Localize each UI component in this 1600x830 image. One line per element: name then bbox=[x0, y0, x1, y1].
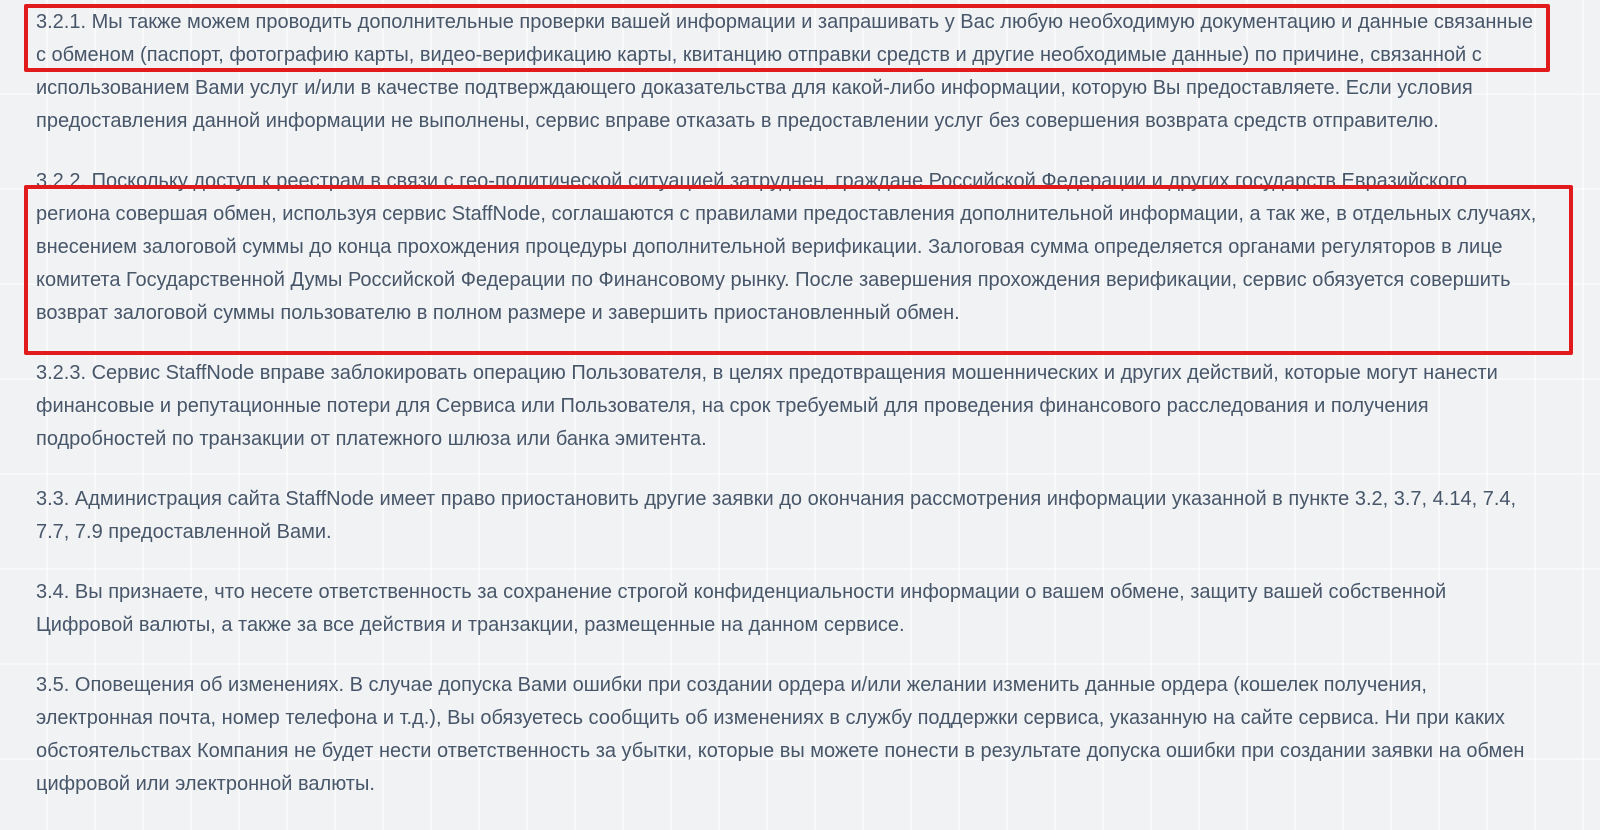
terms-paragraph-3-5: 3.5. Оповещения об изменениях. В случае допуска Вами ошибки при создании ордера и/или желании изменить данные ордера (кошелек получения, электронная почта, номер телефона и т.д.), Вы обязуетесь сообщить об изменениях в службу поддержки сервиса, указанную на сайте сервиса. Ни при каких обстоятельствах Компания не будет нести ответственность за убытки, которые вы можете понести в результате допуска ошибки при создании заявки на обмен цифровой или электронной валюты. bbox=[36, 674, 1525, 795]
terms-paragraph-3-2-3: 3.2.3. Сервис StaffNode вправе заблокировать операцию Пользователя, в целях предотвращения мошеннических и других действий, которые могут нанести финансовые и репутационные потери для Сервиса или Пользователя, на срок требуемый для проведения финансового расследования и получения подробностей по транзакции от платежного шлюза или банка эмитента. bbox=[36, 362, 1498, 450]
terms-text-block bbox=[36, 6, 1542, 828]
terms-paragraph-3-2-1: 3.2.1. Мы также можем проводить дополнительные проверки вашей информации и запрашивать у Вас любую необходимую документацию и данные связанные с обменом (паспорт, фотографию карты, видео-верификацию карты, квитанцию отправки средств и другие необходимые данные) по причине, связанной с использованием Вами услуг и/или в качестве подтверждающего доказательства для какой-либо информации, которую Вы предоставляете. Если условия предоставления данной информации не выполнены, сервис вправе отказать в предоставлении услуг без совершения возврата средств отправителю. bbox=[36, 11, 1533, 132]
terms-paragraph-3-4: 3.4. Вы признаете, что несете ответственность за сохранение строгой конфиденциальности информации о вашем обмене, защиту вашей собственной Цифровой валюты, а также за все действия и транзакции, размещенные на данном сервисе. bbox=[36, 581, 1447, 636]
terms-paragraph-3-3: 3.3. Администрация сайта StaffNode имеет право приостановить другие заявки до окончания рассмотрения информации указанной в пункте 3.2, 3.7, 4.14, 7.4, 7.7, 7.9 предоставленной Вами. bbox=[36, 488, 1517, 543]
terms-paragraph-3-2-2: 3.2.2. Поскольку доступ к реестрам в связи с гео-политической ситуацией затруднен, граждане Российской Федерации и других государств Евразийского региона совершая обмен, используя сервис StaffNode, соглашаются с правилами предоставления дополнительной информации, а так же, в отдельных случаях, внесением залоговой суммы до конца прохождения процедуры дополнительной верификации. Залоговая сумма определяется органами регуляторов в лице комитета Государственной Думы Российской Федерации по Финансовому рынку. После завершения прохождения верификации, сервис обязуется совершить возврат залоговой суммы пользователю в полном размере и завершить приостановленный обмен. bbox=[36, 170, 1537, 324]
